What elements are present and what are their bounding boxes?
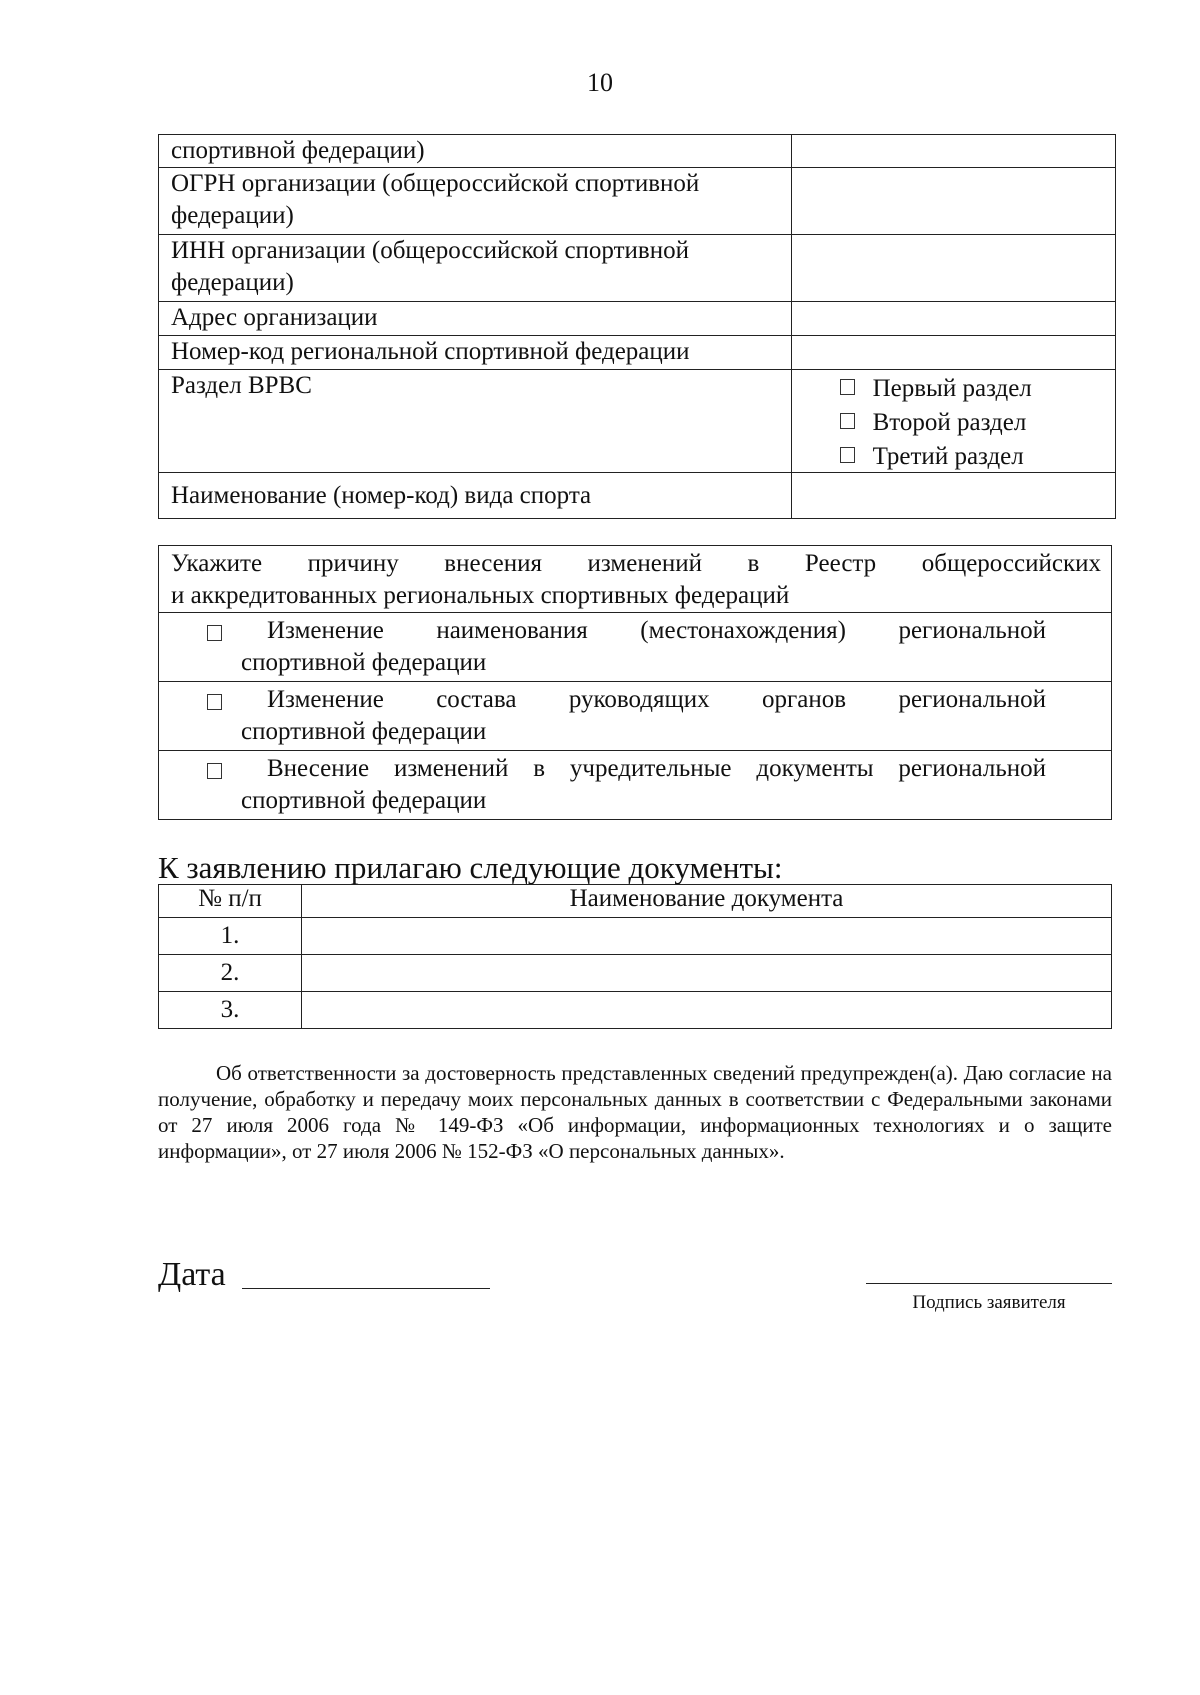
option-label: Второй раздел bbox=[872, 409, 1027, 436]
change-reason-table bbox=[158, 545, 1112, 820]
table-row bbox=[159, 955, 1112, 992]
row-label: Адрес организации bbox=[159, 302, 792, 336]
page-number: 10 bbox=[587, 68, 613, 97]
reason-heading-line: и аккредитованных региональных спортивных федераций bbox=[171, 582, 790, 609]
option-label: Первый раздел bbox=[872, 375, 1032, 402]
reason-heading bbox=[159, 546, 1112, 613]
row-number: 1. bbox=[159, 918, 302, 955]
reason-heading-line: Укажите причину внесения изменений в Реестр общероссийских bbox=[171, 550, 1101, 577]
organization-info-table bbox=[158, 134, 1116, 519]
document-name-field[interactable] bbox=[302, 955, 1112, 992]
option-label: Третий раздел bbox=[872, 443, 1024, 470]
address-field[interactable] bbox=[791, 302, 1115, 336]
consent-paragraph: Об ответственности за достоверность представленных сведений предупрежден(а). Даю согласие на получение, обработку и передачу моих персональных данных в соответствии с Федеральными законами от 27 июля 2006 года № 149-ФЗ «Об информации, информационных технологиях и о защите информации», от 27 июля 2006 № 152-ФЗ «О персональных данных». bbox=[158, 1061, 1112, 1163]
reason-option-cell bbox=[159, 682, 1112, 751]
row-value-field[interactable] bbox=[791, 135, 1115, 168]
table-row bbox=[159, 336, 1116, 370]
reason-option-label: спортивной федерации bbox=[241, 787, 487, 814]
document-name-field[interactable] bbox=[302, 918, 1112, 955]
section-option-third[interactable] bbox=[840, 438, 1115, 472]
table-header-row bbox=[159, 885, 1112, 918]
date-label: Дата bbox=[158, 1256, 226, 1293]
ogrn-field[interactable] bbox=[791, 168, 1115, 235]
inn-field[interactable] bbox=[791, 235, 1115, 302]
table-row bbox=[159, 992, 1112, 1029]
row-label: ИНН организации (общероссийской спортивной федерации) bbox=[159, 235, 792, 302]
document-name-field[interactable] bbox=[302, 992, 1112, 1029]
date-input-line[interactable] bbox=[242, 1288, 490, 1289]
row-label: спортивной федерации) bbox=[159, 135, 792, 168]
section-option-first[interactable] bbox=[840, 370, 1115, 404]
table-row bbox=[159, 546, 1112, 613]
table-row bbox=[159, 135, 1116, 168]
reason-option-label: спортивной федерации bbox=[241, 718, 487, 745]
row-label: ОГРН организации (общероссийской спортивной федерации) bbox=[159, 168, 792, 235]
column-header-name: Наименование документа bbox=[302, 885, 1112, 918]
reason-option-label: спортивной федерации bbox=[241, 649, 487, 676]
table-row bbox=[159, 370, 1116, 473]
signature-label: Подпись заявителя bbox=[912, 1292, 1066, 1313]
column-header-number: № п/п bbox=[159, 885, 302, 918]
section-option-second[interactable] bbox=[840, 404, 1115, 438]
row-label: Номер-код региональной спортивной федерации bbox=[159, 336, 792, 370]
checkbox-icon[interactable] bbox=[207, 763, 222, 779]
reason-option-label: Внесение изменений в учредительные документы региональной bbox=[267, 755, 1046, 782]
reason-option-cell bbox=[159, 613, 1112, 682]
table-row bbox=[159, 235, 1116, 302]
table-row bbox=[159, 302, 1116, 336]
attachments-table bbox=[158, 884, 1112, 1029]
row-label: Раздел ВРВС bbox=[159, 370, 792, 473]
reason-option-row[interactable] bbox=[159, 682, 1112, 751]
signature-line[interactable] bbox=[866, 1283, 1112, 1284]
checkbox-icon[interactable] bbox=[840, 379, 855, 395]
row-number: 3. bbox=[159, 992, 302, 1029]
table-row bbox=[159, 168, 1116, 235]
federation-code-field[interactable] bbox=[791, 336, 1115, 370]
row-number: 2. bbox=[159, 955, 302, 992]
row-label: Наименование (номер-код) вида спорта bbox=[159, 473, 792, 519]
table-row bbox=[159, 473, 1116, 519]
checkbox-icon[interactable] bbox=[207, 694, 222, 710]
checkbox-icon[interactable] bbox=[840, 447, 855, 463]
reason-option-row[interactable] bbox=[159, 751, 1112, 820]
table-row bbox=[159, 918, 1112, 955]
reason-option-label: Изменение наименования (местонахождения) региональной bbox=[267, 617, 1046, 644]
reason-option-label: Изменение состава руководящих органов региональной bbox=[267, 686, 1046, 713]
reason-option-cell bbox=[159, 751, 1112, 820]
checkbox-icon[interactable] bbox=[840, 413, 855, 429]
section-options bbox=[792, 370, 1115, 472]
section-options-cell bbox=[791, 370, 1115, 473]
attachments-title: К заявлению прилагаю следующие документы: bbox=[158, 850, 783, 885]
sport-code-field[interactable] bbox=[791, 473, 1115, 519]
reason-option-row[interactable] bbox=[159, 613, 1112, 682]
checkbox-icon[interactable] bbox=[207, 625, 222, 641]
